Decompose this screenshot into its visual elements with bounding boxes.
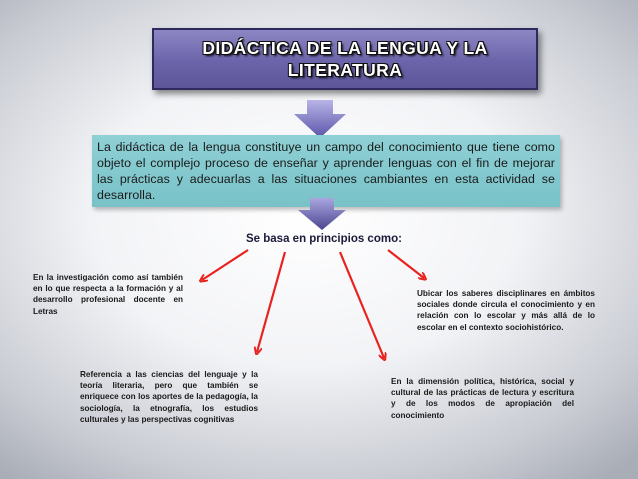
basis-label: Se basa en principios como:	[246, 233, 402, 245]
principle-research: En la investigación como así también en lo que respecta a la formación y al desarrollo profesional docente en Letras	[33, 273, 183, 316]
arrow-to-research	[202, 250, 248, 280]
arrow-to-knowledge	[388, 250, 424, 278]
arrow-to-sciences	[257, 252, 285, 352]
principle-political: En la dimensión política, histórica, social y cultural de las prácticas de lectura y escritura y de los modos de apropiación del conocimiento	[391, 377, 574, 420]
title-line-2: LITERATURA	[287, 60, 403, 80]
definition-text: La didáctica de la lengua constituye un campo del conocimiento que tiene como objeto el complejo proceso de enseñar y aprender lenguas con el fin de mejorar las prácticas y adecuarlas a las situaciones cambiantes en esta actividad se desarrolla.	[97, 140, 555, 202]
principle-knowledge: Ubicar los saberes disciplinares en ámbitos sociales donde circula el conocimiento y en relación con lo escolar y más allá de lo escolar en el contexto sociohistórico.	[417, 289, 595, 332]
principle-sciences: Referencia a las ciencias del lenguaje y la teoría literaria, pero que también se enriquece con los aportes de la pedagogía, la sociología, la etnografía, los estudios culturales y las perspectivas cognitivas	[80, 370, 258, 424]
arrow-to-political	[340, 252, 384, 358]
title-line-1: DIDÁCTICA DE LA LENGUA Y LA	[202, 38, 488, 58]
